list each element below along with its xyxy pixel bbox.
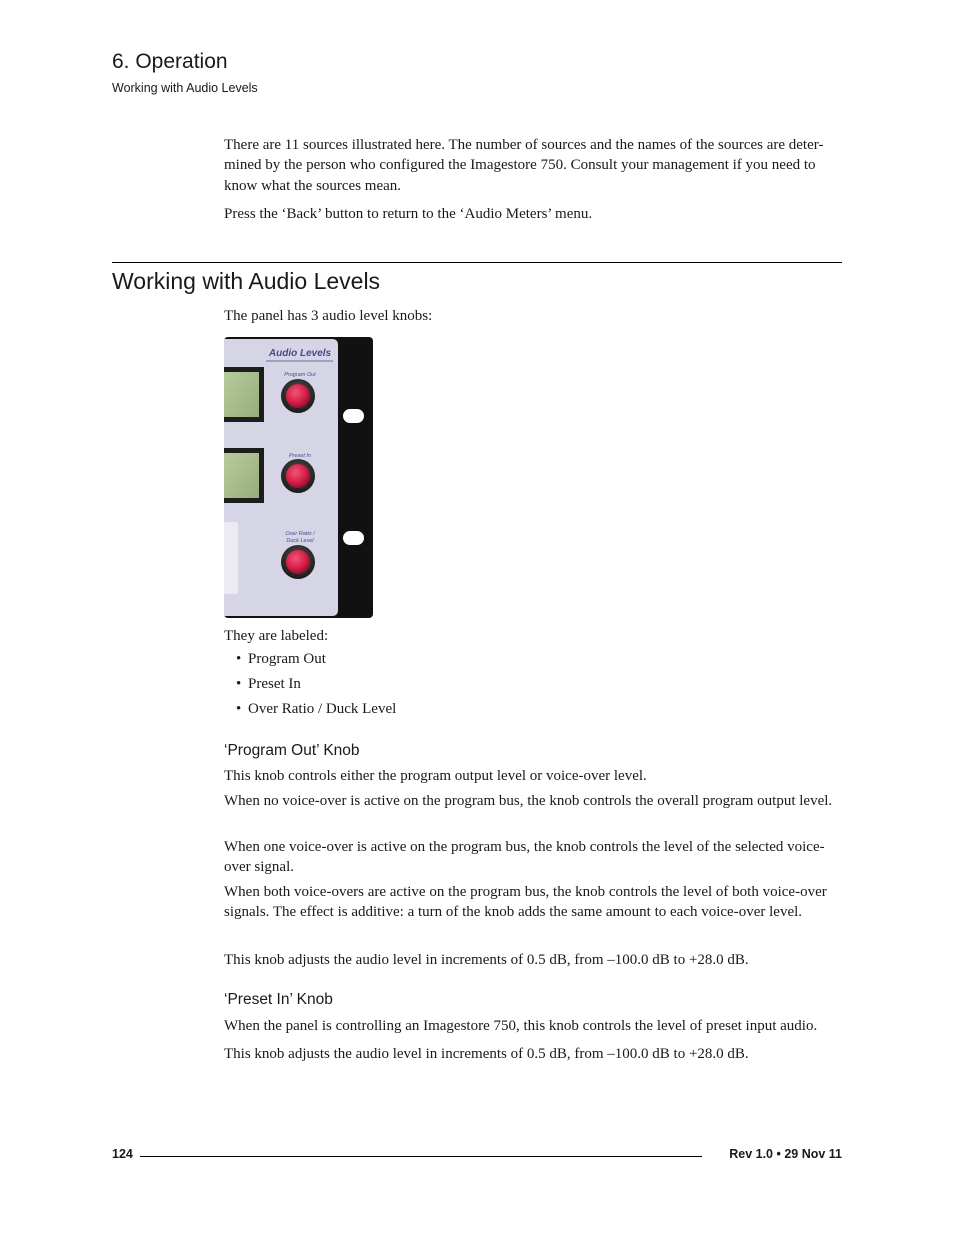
program-out-paragraph-2: When no voice-over is active on the program bus, the knob controls the overall program output level.	[224, 793, 833, 809]
program-out-paragraph-1: This knob controls either the program output level or voice-over level.	[224, 768, 647, 784]
lcd-display-1	[224, 372, 259, 417]
program-out-paragraph-4: When both voice-overs are active on the program bus, the knob controls the level of both voice-over signals. The effect is additive: a turn of the knob adds the same amount to each voice-over level.	[224, 884, 827, 921]
page-number: 124	[112, 1147, 133, 1161]
knob-label-over-ratio: Over Ratio /	[285, 531, 315, 537]
program-out-heading: ‘Program Out’ Knob	[224, 742, 360, 759]
intro-paragraph-1: There are 11 sources illustrated here. The number of sources and the names of the sources are deter-mined by the person who configured the Imagestore 750. Consult your management if you need to know what the sources mean.	[224, 137, 824, 194]
audio-levels-panel-image	[224, 337, 373, 618]
program-out-paragraph-5: This knob adjusts the audio level in increments of 0.5 dB, from –100.0 dB to +28.0 dB.	[224, 952, 749, 968]
section-title: Working with Audio Levels	[112, 268, 381, 294]
list-item: • Preset In	[236, 676, 301, 692]
list-item: • Program Out	[236, 651, 326, 667]
knob-label-program-out: Program Out	[284, 372, 316, 378]
program-out-paragraph-3: When one voice-over is active on the program bus, the knob controls the level of the selected voice-over signal.	[224, 839, 825, 876]
knob-preset-in	[286, 464, 310, 488]
labels-lead: They are labeled:	[224, 628, 329, 644]
rack-slot-2	[343, 531, 364, 545]
knob-program-out	[286, 384, 310, 408]
intro-paragraph-2: Press the ‘Back’ button to return to the ‘Audio Meters’ menu.	[224, 206, 593, 222]
revision-label: Rev 1.0 • 29 Nov 11	[729, 1147, 842, 1161]
running-section-title: Working with Audio Levels	[112, 81, 258, 95]
side-panel-slot	[224, 522, 238, 594]
list-item: • Over Ratio / Duck Level	[236, 701, 397, 717]
preset-in-paragraph-2: This knob adjusts the audio level in increments of 0.5 dB, from –100.0 dB to +28.0 dB.	[224, 1046, 749, 1062]
preset-in-paragraph-1: When the panel is controlling an Imagestore 750, this knob controls the level of preset input audio.	[224, 1018, 818, 1034]
preset-in-heading: ‘Preset In’ Knob	[224, 991, 333, 1008]
section-divider	[112, 262, 842, 263]
lcd-display-2	[224, 453, 259, 498]
knob-label-preset-in: Preset In	[288, 453, 312, 459]
rack-slot-1	[343, 409, 364, 423]
panel-heading: Audio Levels	[268, 348, 332, 359]
section-lead: The panel has 3 audio level knobs:	[224, 308, 433, 324]
footer-rule	[140, 1156, 702, 1157]
knob-label-duck-level: Duck Level	[286, 538, 314, 544]
knob-over-ratio	[286, 550, 310, 574]
chapter-title: 6. Operation	[112, 50, 228, 73]
